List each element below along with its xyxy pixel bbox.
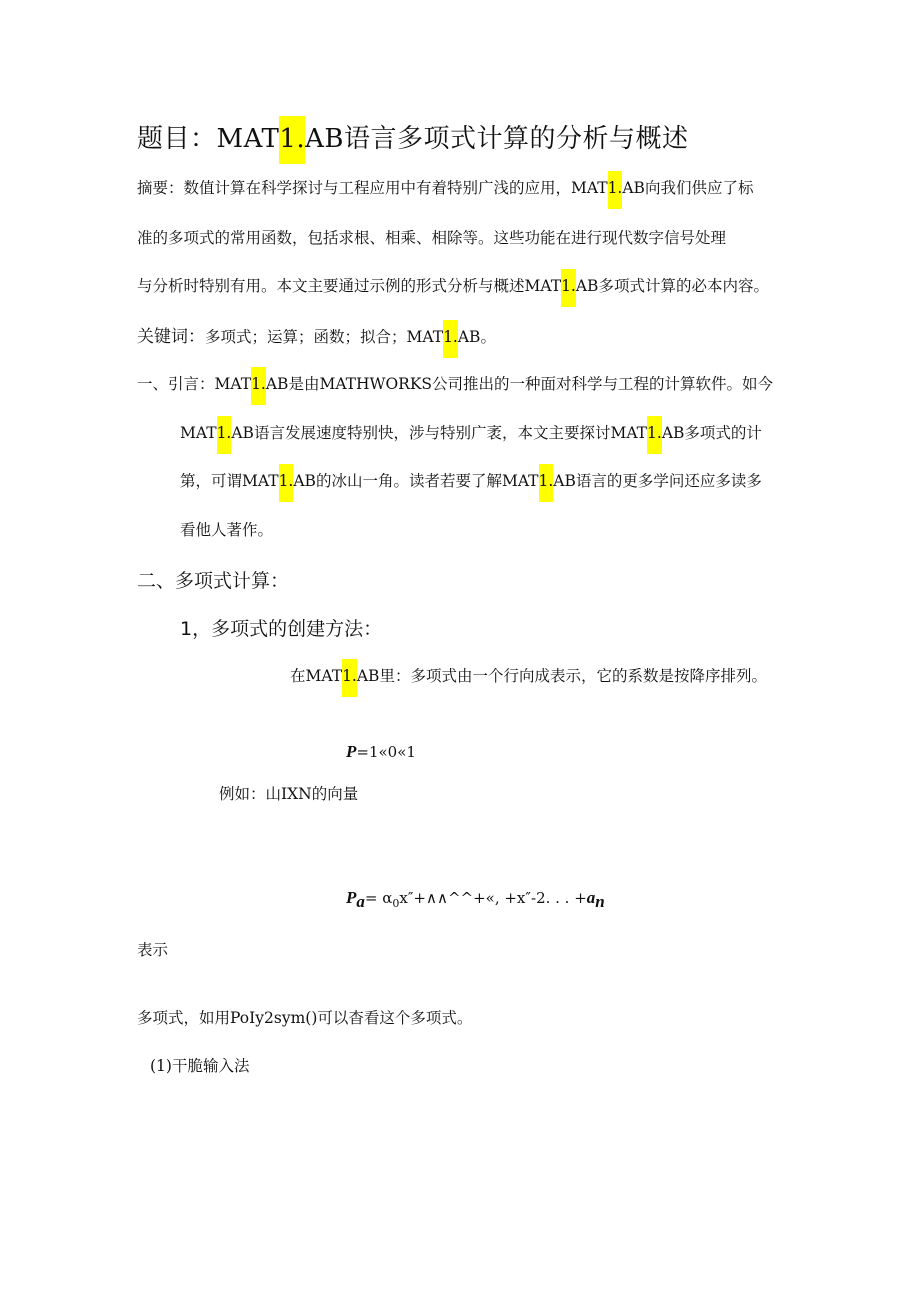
formula-symbol: P bbox=[346, 888, 357, 907]
formula-text: = α bbox=[364, 889, 393, 907]
title-text: 题目：MAT bbox=[137, 124, 280, 154]
intro-text: AB是由MATHWORKS公司推出的一种面对科学与工程的计算软件。如今 bbox=[265, 375, 774, 393]
intro-line-4: 看他人著作。 bbox=[180, 521, 274, 539]
highlight-mark: 1. bbox=[217, 416, 232, 454]
keywords-line bbox=[137, 322, 496, 347]
create-text: AB里：多项式由一个行向成表示，它的系数是按降序排列。 bbox=[356, 667, 767, 685]
abstract-text: 与分析时特别有用。本文主要通过示例的形式分析与概述MAT bbox=[137, 277, 562, 295]
intro-text: 一、引言：MAT bbox=[137, 375, 252, 393]
abstract-line-1 bbox=[137, 176, 753, 198]
formula-subscript: 0 bbox=[392, 897, 400, 910]
title-text-rest: AB语言多项式计算的分析与概述 bbox=[305, 124, 689, 154]
intro-text: AB的冰山一角。读者若要了解MAT bbox=[293, 472, 539, 490]
abstract-text: 摘要：数值计算在科学探讨与工程应用中有着特别广浅的应用，MAT bbox=[137, 179, 608, 197]
formula-subscript: a bbox=[356, 892, 365, 911]
create-text: 在MAT bbox=[290, 667, 343, 685]
biaoshi-line: 表示 bbox=[137, 941, 169, 959]
intro-line-1 bbox=[137, 372, 773, 394]
formula-text: =1«0«1 bbox=[356, 743, 416, 761]
highlight-mark: 1. bbox=[539, 464, 554, 502]
intro-line-3 bbox=[180, 469, 762, 491]
section-heading-2-1: 1，多项式的创建方法： bbox=[180, 618, 383, 640]
abstract-line-3 bbox=[137, 274, 769, 296]
example-line: 例如：山IXN的向量 bbox=[219, 785, 359, 803]
intro-text: AB语言的更多学问还应多读多 bbox=[553, 472, 762, 490]
intro-text: AB语言发展速度特别快，涉与特别广袤，本文主要探讨MAT bbox=[231, 424, 648, 442]
formula-vector bbox=[346, 742, 416, 762]
highlight-mark: 1. bbox=[251, 367, 266, 405]
create-description bbox=[290, 664, 767, 686]
document-title bbox=[137, 118, 689, 155]
poly-note-line: 多项式，如用PoIy2sym()可以杳看这个多项式。 bbox=[137, 1009, 473, 1027]
abstract-text: AB向我们供应了标 bbox=[622, 179, 754, 197]
highlight-mark: 1. bbox=[443, 320, 458, 358]
highlight-mark: 1. bbox=[279, 116, 305, 164]
highlight-mark: 1. bbox=[647, 416, 662, 454]
method-1-line: (1)干脆输入法 bbox=[150, 1057, 250, 1075]
intro-text: MAT bbox=[180, 424, 217, 442]
formula-subscript: n bbox=[595, 892, 605, 911]
intro-text: 第，可谓MAT bbox=[180, 472, 279, 490]
intro-line-2 bbox=[180, 421, 762, 443]
keywords-text: AB。 bbox=[457, 328, 496, 346]
keywords-label: 关键词： bbox=[137, 327, 205, 347]
formula-text: x″+∧∧^^+«, +x″-2. . . + bbox=[399, 889, 587, 907]
abstract-text: AB多项式计算的必本内容。 bbox=[575, 277, 769, 295]
section-heading-2: 二、多项式计算： bbox=[137, 570, 290, 592]
highlight-mark: 1. bbox=[608, 171, 623, 209]
formula-polynomial bbox=[346, 888, 605, 912]
highlight-mark: 1. bbox=[342, 659, 357, 697]
formula-symbol: P bbox=[346, 742, 357, 761]
highlight-mark: 1. bbox=[279, 464, 294, 502]
highlight-mark: 1. bbox=[561, 269, 576, 307]
abstract-line-2: 准的多项式的常用函数，包括求根、相乘、相除等。这些功能在进行现代数字信号处理 bbox=[137, 229, 727, 247]
formula-symbol: a bbox=[586, 888, 596, 907]
keywords-text: 多项式；运算；函数；拟合；MAT bbox=[205, 328, 444, 346]
intro-text: AB多项式的计 bbox=[661, 424, 762, 442]
